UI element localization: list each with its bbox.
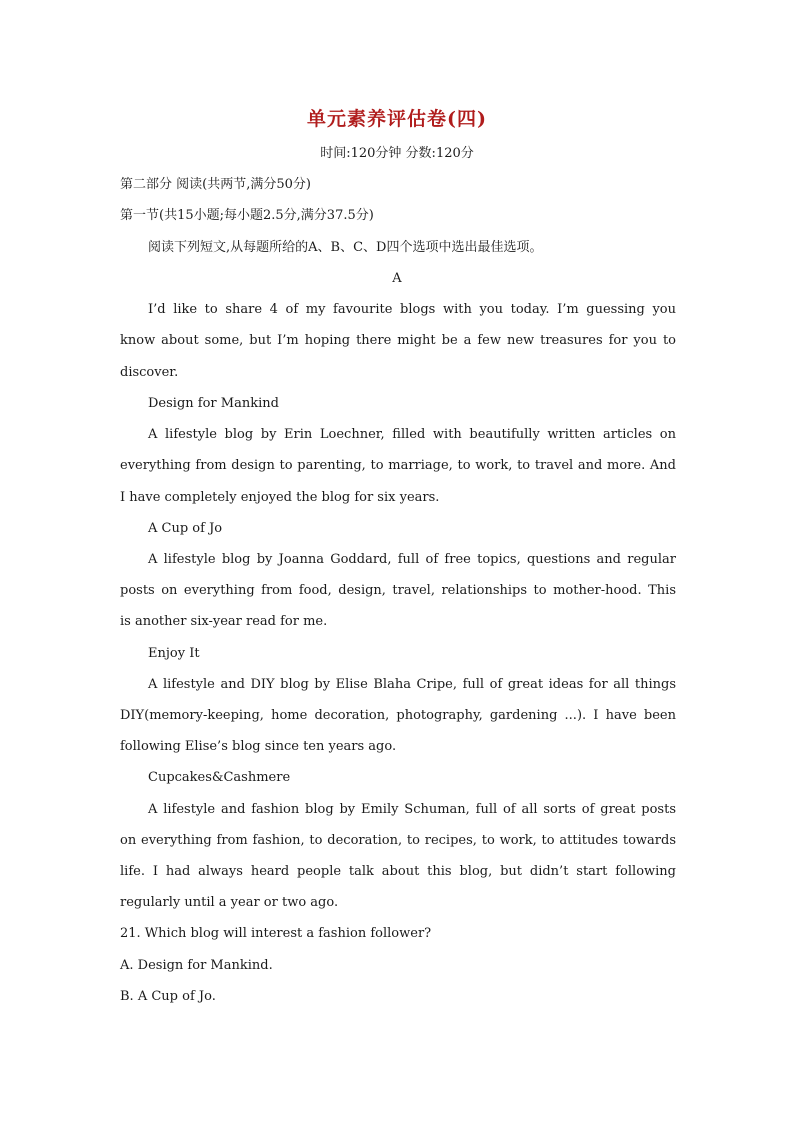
- blog-name: Cupcakes&Cashmere: [148, 770, 291, 785]
- section-part: 第二部分 阅读(共两节,满分50分): [120, 177, 311, 192]
- answer-option: B. A Cup of Jo.: [120, 989, 216, 1004]
- exam-title: 单元素养评估卷(四): [307, 108, 487, 130]
- intro-line: I’d like to share 4 of my favourite blogs with you today. I’m guessing you: [148, 302, 676, 317]
- blog-text-line: A lifestyle and fashion blog by Emily Schuman, full of all sorts of great posts: [148, 802, 676, 817]
- blog-text-line: life. I had always heard people talk about this blog, but didn’t start following: [120, 864, 676, 879]
- blog-text-line: A lifestyle blog by Joanna Goddard, full of free topics, questions and regular: [148, 552, 676, 567]
- blog-text-line: is another six-year read for me.: [120, 614, 328, 629]
- passage-label: A: [392, 271, 402, 286]
- blog-text-line: on everything from fashion, to decoration, to recipes, to work, to attitudes towards: [120, 833, 676, 848]
- section-subsection: 第一节(共15小题;每小题2.5分,满分37.5分): [120, 208, 374, 223]
- section-instruction: 阅读下列短文,从每题所给的A、B、C、D四个选项中选出最佳选项。: [148, 240, 543, 255]
- intro-line: discover.: [120, 365, 179, 380]
- exam-meta: 时间:120分钟 分数:120分: [320, 146, 474, 161]
- blog-text-line: DIY(memory-keeping, home decoration, photography, gardening ...). I have been: [120, 708, 676, 723]
- question-stem: 21. Which blog will interest a fashion follower?: [120, 926, 432, 941]
- blog-text-line: regularly until a year or two ago.: [120, 895, 339, 910]
- intro-line: know about some, but I’m hoping there might be a few new treasures for you to: [120, 333, 676, 348]
- blog-name: Enjoy It: [148, 646, 200, 661]
- blog-text-line: everything from design to parenting, to marriage, to work, to travel and more. And: [120, 458, 676, 473]
- answer-option: A. Design for Mankind.: [120, 958, 273, 973]
- blog-text-line: following Elise’s blog since ten years ago.: [120, 739, 397, 754]
- blog-name: Design for Mankind: [148, 396, 279, 411]
- blog-text-line: A lifestyle blog by Erin Loechner, filled with beautifully written articles on: [148, 427, 676, 442]
- blog-text-line: A lifestyle and DIY blog by Elise Blaha Cripe, full of great ideas for all things: [148, 677, 676, 692]
- blog-text-line: I have completely enjoyed the blog for six years.: [120, 490, 440, 505]
- blog-text-line: posts on everything from food, design, travel, relationships to mother-hood. This: [120, 583, 676, 598]
- blog-name: A Cup of Jo: [148, 521, 223, 536]
